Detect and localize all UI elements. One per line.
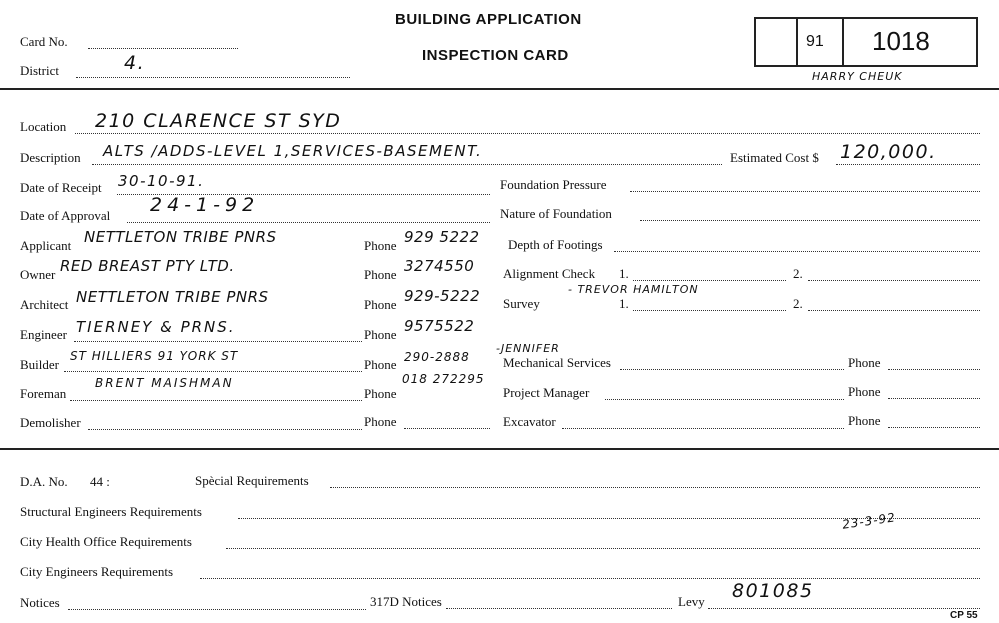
foreman-label: Foreman [20,386,67,401]
card-no-label: Card No. [20,34,68,49]
engineer-value: TIERNEY & PRNS. [76,318,236,336]
demolisher-phone-field[interactable] [404,428,490,429]
section-divider [0,448,999,450]
project-manager-phone-label: Phone [848,384,881,399]
alignment-1-label: 1. [619,266,629,281]
engineer-label: Engineer [20,327,67,342]
mechanical-services-field[interactable] [620,369,844,370]
survey-value: - TREVOR HAMILTON [568,283,699,296]
structural-requirements-label: Structural Engineers Requirements [20,504,202,519]
date-of-approval-label: Date of Approval [20,208,111,223]
depth-of-footings-label: Depth of Footings [508,237,603,252]
foundation-pressure-label: Foundation Pressure [500,177,607,192]
special-requirements-label: Spècial Requirements [195,473,309,488]
foundation-pressure-field[interactable] [630,191,980,192]
header-divider [0,88,999,90]
date-of-receipt-value: 30-10-91. [118,172,205,190]
applicant-label: Applicant [20,238,72,253]
alignment-2-field[interactable] [808,280,980,281]
card-no-field[interactable] [88,48,238,49]
nature-of-foundation-label: Nature of Foundation [500,206,612,221]
date-of-approval-value: 24-1-92 [150,194,260,216]
alignment-1-field[interactable] [633,280,786,281]
district-value: 4. [124,52,146,74]
box-divider-2 [842,17,844,67]
builder-value: ST HILLIERS 91 YORK ST [70,349,239,363]
builder-phone: 290-2888 [404,350,470,364]
location-value: 210 CLARENCE ST SYD [95,110,342,132]
excavator-field[interactable] [562,428,844,429]
applicant-value: NETTLETON TRIBE PNRS [84,228,277,246]
levy-label: Levy [678,594,705,609]
builder-phone-label: Phone [364,357,397,372]
description-value: ALTS /ADDS-LEVEL 1,SERVICES-BASEMENT. [103,142,483,160]
location-field[interactable] [75,133,980,134]
special-requirements-field[interactable] [330,487,980,488]
owner-value: RED BREAST PTY LTD. [60,257,235,275]
card-number: 1018 [872,26,930,56]
inspector-name: HARRY CHEUK [812,70,903,83]
builder-contact: -JENNIFER [496,342,560,355]
mechanical-phone-field[interactable] [888,369,980,370]
city-engineers-field[interactable] [200,578,980,579]
city-health-field[interactable] [226,548,980,549]
estimated-cost-label: Estimated Cost $ [730,150,819,165]
architect-phone-label: Phone [364,297,397,312]
card-number-box [754,17,978,67]
owner-phone-label: Phone [364,267,397,282]
engineer-phone: 9575522 [404,317,475,335]
title-line-1: BUILDING APPLICATION [395,11,582,28]
da-no-label: D.A. No. [20,474,68,489]
estimated-cost-value: 120,000. [840,141,937,163]
demolisher-phone-label: Phone [364,414,397,429]
district-field[interactable] [76,77,350,78]
project-manager-field[interactable] [605,399,844,400]
estimated-cost-field[interactable] [836,164,980,165]
date-of-approval-field[interactable] [127,222,490,223]
notices-317d-label: 317D Notices [370,594,442,609]
date-of-receipt-label: Date of Receipt [20,180,102,195]
builder-field[interactable] [64,371,362,372]
foreman-field[interactable] [70,400,362,401]
structural-requirements-value: 23-3-92 [841,510,897,532]
survey-1-label: 1. [619,296,629,311]
da-no-value: 44 : [90,474,110,489]
architect-label: Architect [20,297,69,312]
survey-2-label: 2. [793,296,803,311]
nature-of-foundation-field[interactable] [640,220,980,221]
survey-1-field[interactable] [633,310,786,311]
city-health-label: City Health Office Requirements [20,534,192,549]
builder-label: Builder [20,357,59,372]
alignment-2-label: 2. [793,266,803,281]
engineer-phone-label: Phone [364,327,397,342]
district-label: District [20,63,59,78]
applicant-phone-label: Phone [364,238,397,253]
form-code: CP 55 [950,610,978,621]
excavator-phone-label: Phone [848,413,881,428]
architect-value: NETTLETON TRIBE PNRS [76,288,269,306]
card-prefix: 91 [806,33,824,50]
depth-of-footings-field[interactable] [614,251,980,252]
levy-field[interactable] [708,608,980,609]
project-manager-phone-field[interactable] [888,398,980,399]
engineer-field[interactable] [74,341,362,342]
owner-phone: 3274550 [404,257,475,275]
description-label: Description [20,150,81,165]
notices-field[interactable] [68,609,366,610]
owner-label: Owner [20,267,56,282]
survey-2-field[interactable] [808,310,980,311]
levy-value: 801085 [732,580,814,602]
notices-317d-field[interactable] [446,608,672,609]
title-line-2: INSPECTION CARD [422,47,569,64]
notices-label: Notices [20,595,60,610]
description-field[interactable] [92,164,722,165]
applicant-phone: 929 5222 [404,228,480,246]
foreman-phone: 018 272295 [402,372,485,386]
demolisher-field[interactable] [88,429,362,430]
alignment-check-label: Alignment Check [503,266,596,281]
survey-label: Survey [503,296,540,311]
location-label: Location [20,119,67,134]
mechanical-services-label: Mechanical Services [503,355,611,370]
architect-phone: 929-5222 [404,287,481,305]
excavator-label: Excavator [503,414,556,429]
city-engineers-label: City Engineers Requirements [20,564,174,579]
demolisher-label: Demolisher [20,415,81,430]
foreman-value: BRENT MAISHMAN [95,376,234,390]
box-divider-1 [796,17,798,67]
project-manager-label: Project Manager [503,385,590,400]
mechanical-phone-label: Phone [848,355,881,370]
excavator-phone-field[interactable] [888,427,980,428]
foreman-phone-label: Phone [364,386,397,401]
